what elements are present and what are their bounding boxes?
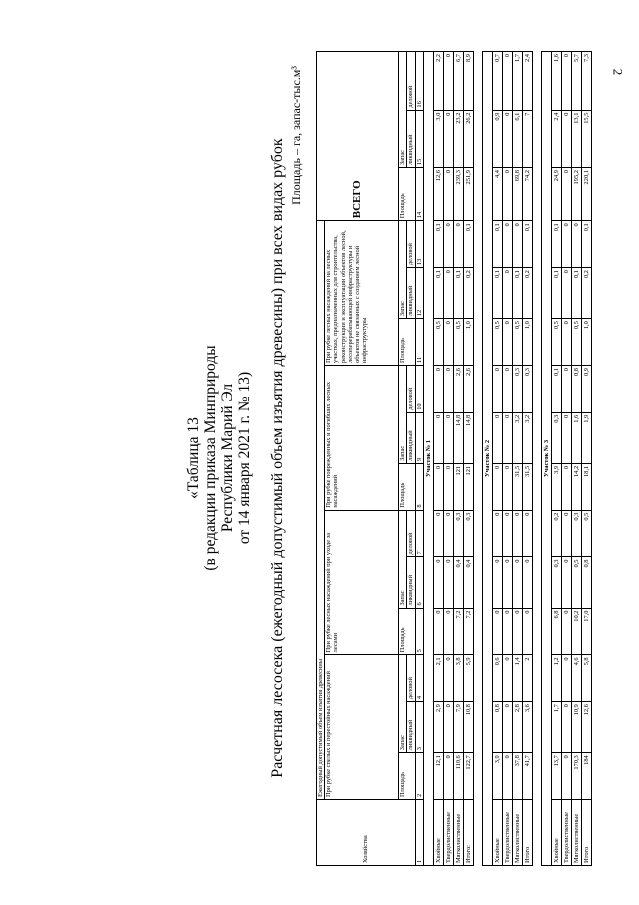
table-cell: 12,6 [433, 168, 443, 221]
table-cell: 0 [561, 608, 571, 655]
table-row [561, 52, 571, 866]
table-cell: 0,3 [551, 412, 561, 463]
table-cell: 0 [433, 608, 443, 655]
table-cell: 26,2 [463, 110, 473, 167]
liquid-header: ликвидный [407, 110, 415, 167]
table-cell: 251,9 [463, 168, 473, 221]
table-cell: 5,9 [463, 655, 473, 702]
table-cell: 0 [512, 510, 522, 557]
table-cell: 0 [561, 168, 571, 221]
table-cell: 0 [492, 365, 502, 412]
column-number-cell: 7 [415, 510, 423, 557]
table-cell: 31,5 [512, 463, 522, 510]
group-construction-header: При рубке лесных насаждений на лесных участках, предназначенных для строительства, реконструкции и эксплуатации объектов лесной, лесоперерабатывающей инфраструктуры и объектов не связанных с созданием лесной инфраструктуры [325, 221, 399, 366]
table-row [463, 52, 473, 866]
row-label: Итого: [463, 800, 473, 866]
table-cell: 0 [502, 319, 512, 366]
table-cell: 3,9 [551, 463, 561, 510]
liquid-header: ликвидный [407, 557, 415, 608]
table-cell: 74,2 [522, 168, 532, 221]
table-cell: 0 [512, 608, 522, 655]
table-cell: 0 [502, 702, 512, 753]
table-cell: 0,1 [551, 268, 561, 319]
table-cell: 239,3 [453, 168, 463, 221]
stock-header: Запас [399, 365, 407, 463]
table-cell: 0 [443, 110, 453, 167]
table-cell: 0 [561, 655, 571, 702]
table-row [453, 52, 463, 866]
table-cell: 0 [443, 319, 453, 366]
table-cell: 0 [561, 557, 571, 608]
table-cell: 7,2 [453, 608, 463, 655]
table-cell: 0,8 [571, 365, 581, 412]
table-cell: 0,1 [492, 221, 502, 268]
table-cell: 1,4 [512, 655, 522, 702]
table-cell: 0 [571, 221, 581, 268]
table-cell: 5,7 [571, 52, 581, 111]
table-cell: 3,6 [522, 702, 532, 753]
table-cell: 31,5 [522, 463, 532, 510]
column-number-cell: 9 [415, 412, 423, 463]
table-cell: 0 [443, 463, 453, 510]
table-cell: 220,1 [581, 168, 591, 221]
table-cell: 0,1 [581, 221, 591, 268]
table-cell: 0,3 [571, 510, 581, 557]
table-cell: 0 [561, 319, 571, 366]
group-mature-header: При рубке спелых и перестойных насаждений [325, 655, 399, 800]
table-cell: 4,6 [571, 655, 581, 702]
table-cell: 0,4 [453, 557, 463, 608]
table-cell: 184 [581, 753, 591, 800]
table-cell: 0 [502, 557, 512, 608]
table-cell: 1,0 [463, 319, 473, 366]
table-cell: 0 [502, 463, 512, 510]
header-line-2: (в редакции приказа Минприроды [202, 345, 219, 571]
table-cell: 0 [433, 463, 443, 510]
table-cell: 0 [502, 753, 512, 800]
table-cell: 0,1 [512, 268, 522, 319]
table-cell: 24,9 [551, 168, 561, 221]
stock-header: Запас [399, 510, 407, 608]
table-cell: 0 [443, 365, 453, 412]
table-cell: 0 [502, 655, 512, 702]
table-cell: 6,1 [512, 110, 522, 167]
table-cell: 0 [502, 110, 512, 167]
business-header: деловой [407, 221, 415, 268]
table-cell: 2,4 [522, 52, 532, 111]
table-cell: 10,9 [571, 702, 581, 753]
area-header: Площадь [399, 463, 415, 510]
table-cell: 7,3 [581, 52, 591, 111]
column-number-cell: 14 [415, 168, 423, 221]
table-cell: 14,8 [463, 412, 473, 463]
table-cell: 0 [561, 702, 571, 753]
table-cell: 2,4 [551, 110, 561, 167]
column-number-cell: 15 [415, 110, 423, 167]
table-cell: 3,2 [522, 412, 532, 463]
row-label: Мягколиственные [453, 800, 463, 866]
column-number-cell: 1 [415, 800, 423, 866]
table-cell: 12,6 [581, 702, 591, 753]
table-cell: 121 [463, 463, 473, 510]
table-cell: 15,5 [581, 110, 591, 167]
table-cell: 0 [492, 463, 502, 510]
row-label: Мягколиственные [512, 800, 522, 866]
spacer-cell [532, 52, 541, 866]
table-cell: 0 [502, 510, 512, 557]
table-cell: 0,1 [463, 221, 473, 268]
table-cell: 0,1 [453, 268, 463, 319]
row-label: Мягколиственные [571, 800, 581, 866]
table-cell: 7,2 [463, 608, 473, 655]
table-cell: 0 [443, 753, 453, 800]
table-cell: 0,1 [433, 221, 443, 268]
table-cell: 12,1 [433, 753, 443, 800]
table-cell: 18,1 [581, 463, 591, 510]
column-number-cell: 10 [415, 365, 423, 412]
group-care-header: При рубке лесных насаждений при уходе за лесами [325, 510, 399, 655]
table-cell: 1,9 [581, 412, 591, 463]
table-cell: 4,4 [492, 168, 502, 221]
table-cell: 0,4 [463, 557, 473, 608]
table-cell: 0 [433, 365, 443, 412]
business-header: деловой [407, 510, 415, 557]
table-cell: 0,3 [512, 365, 522, 412]
table-cell: 170,3 [571, 753, 581, 800]
section-title-row [423, 52, 433, 866]
table-row [522, 52, 532, 866]
table-cell: 13,1 [571, 110, 581, 167]
area-header: Площадь [399, 168, 415, 221]
table-cell: 7,9 [453, 702, 463, 753]
section-spacer [473, 52, 482, 866]
table-cell: 0,5 [492, 319, 502, 366]
table-cell: 10,2 [571, 608, 581, 655]
table-cell: 0 [502, 52, 512, 111]
table-cell: 0,1 [571, 268, 581, 319]
table-cell: 0,1 [551, 221, 561, 268]
col-farm-header: Хозяйства [317, 800, 416, 866]
table-cell: 8,9 [463, 52, 473, 111]
table-cell: 0,9 [492, 110, 502, 167]
group-total-header: ВСЕГО [317, 52, 399, 221]
section-title: Участок № 3 [541, 52, 551, 866]
table-cell: 0 [502, 412, 512, 463]
table-cell: 0 [433, 510, 443, 557]
table-cell: 0 [561, 52, 571, 111]
table-cell: 0,5 [433, 319, 443, 366]
table-cell: 37,8 [512, 753, 522, 800]
table-cell: 0 [443, 268, 453, 319]
table-body [423, 52, 591, 866]
table-cell: 0 [443, 221, 453, 268]
table-cell: 110,6 [453, 753, 463, 800]
table-cell: 17,0 [581, 608, 591, 655]
section-title: Участок № 2 [482, 52, 492, 866]
table-cell: 0,6 [492, 655, 502, 702]
table-cell: 0 [522, 510, 532, 557]
column-number-cell: 16 [415, 52, 423, 111]
table-cell: 0,2 [581, 268, 591, 319]
table-cell: 195,2 [571, 168, 581, 221]
table-cell: 2 [522, 655, 532, 702]
table-cell: 0 [492, 608, 502, 655]
column-number-cell: 13 [415, 221, 423, 268]
table-row [492, 52, 502, 866]
table-cell: 3,8 [453, 655, 463, 702]
table-cell: 2,6 [453, 365, 463, 412]
column-number-cell: 3 [415, 702, 423, 753]
table-cell: 0 [443, 655, 453, 702]
table-cell: 0 [492, 510, 502, 557]
table-cell: 0 [443, 702, 453, 753]
table-cell: 0 [502, 221, 512, 268]
table-row [512, 52, 522, 866]
table-cell: 0 [433, 412, 443, 463]
column-number-row [415, 52, 423, 866]
table-cell: 0 [522, 608, 532, 655]
column-number-cell: 11 [415, 319, 423, 366]
table-cell: 0 [443, 510, 453, 557]
table-cell: 3,2 [512, 412, 522, 463]
column-number-cell: 6 [415, 557, 423, 608]
group-damaged-header: При рубке поврежденных и погибших лесных насаждений [325, 365, 399, 510]
table-cell: 0 [561, 268, 571, 319]
table-cell: 0 [561, 221, 571, 268]
section-title-row [482, 52, 492, 866]
table-cell: 2,6 [463, 365, 473, 412]
stock-header: Запас [399, 221, 407, 319]
table-cell: 1,0 [522, 319, 532, 366]
spacer-cell [473, 52, 482, 866]
table-cell: 0 [443, 608, 453, 655]
units-note: Площадь – га, запас-тыс.м³ [289, 66, 303, 205]
table-cell: 0 [561, 753, 571, 800]
table-cell: 23,2 [453, 110, 463, 167]
area-header: Площадь [399, 608, 415, 655]
document-header [185, 48, 305, 868]
table-row [443, 52, 453, 866]
group-annual-header: Ежегодный допустимый объем изъятия древесины [317, 221, 325, 800]
table-cell: 0,5 [581, 510, 591, 557]
table-cell: 2,2 [433, 52, 443, 111]
table-cell: 0 [443, 557, 453, 608]
table-cell: 0 [561, 463, 571, 510]
document-title: Расчетная лесосека (ежегодный допустимый объем изъятия древесины) при всех видах рубок [269, 138, 286, 778]
table-cell: 0,1 [522, 221, 532, 268]
stock-header: Запас [399, 655, 407, 753]
table-cell: 2,8 [512, 702, 522, 753]
table-cell: 0 [443, 52, 453, 111]
table-cell: 6,8 [551, 608, 561, 655]
table-cell: 0 [522, 557, 532, 608]
table-cell: 10,8 [463, 702, 473, 753]
table-cell: 0,3 [551, 557, 561, 608]
row-label: Итого [522, 800, 532, 866]
table-cell: 0,2 [522, 268, 532, 319]
table-cell: 0 [502, 168, 512, 221]
table-cell: 0 [492, 557, 502, 608]
table-cell: 0 [453, 221, 463, 268]
table-cell: 14,8 [453, 412, 463, 463]
row-label: Хвойные [551, 800, 561, 866]
header-line-4: от 14 января 2021 г. № 13) [236, 371, 253, 545]
table-cell: 0 [561, 365, 571, 412]
row-label: Итого [581, 800, 591, 866]
table-cell: 0,5 [453, 319, 463, 366]
table-cell: 0,5 [512, 319, 522, 366]
table-cell: 0,2 [463, 268, 473, 319]
row-label: Твердолиственные [502, 800, 512, 866]
table-cell: 0 [443, 412, 453, 463]
rotated-page-content [185, 48, 590, 868]
table-row [581, 52, 591, 866]
table-cell: 0,1 [551, 365, 561, 412]
business-header: деловой [407, 655, 415, 702]
table-cell: 7 [522, 110, 532, 167]
table-cell: 0 [502, 365, 512, 412]
table-cell: 121 [453, 463, 463, 510]
table-cell: 0 [561, 412, 571, 463]
table-cell: 1,2 [551, 655, 561, 702]
table-cell: 1,7 [551, 702, 561, 753]
liquid-header: ликвидный [407, 268, 415, 319]
table-cell: 69,8 [512, 168, 522, 221]
table-cell: 2,9 [433, 702, 443, 753]
liquid-header: ликвидный [407, 412, 415, 463]
business-header: деловой [407, 52, 415, 111]
table-row [571, 52, 581, 866]
table-cell: 0,3 [522, 365, 532, 412]
section-title-row [541, 52, 551, 866]
table-row [551, 52, 561, 866]
table-cell: 1,6 [551, 52, 561, 111]
table-cell: 1,6 [571, 412, 581, 463]
row-label: Твердолиственные [561, 800, 571, 866]
table-cell: 5,8 [581, 655, 591, 702]
table-cell: 0 [561, 110, 571, 167]
table-header [317, 52, 424, 866]
section-title: Участок № 1 [423, 52, 433, 866]
section-spacer [532, 52, 541, 866]
table-cell: 6,7 [453, 52, 463, 111]
table-cell: 0,5 [571, 319, 581, 366]
table-cell: 0,1 [433, 268, 443, 319]
table-cell: 0 [561, 510, 571, 557]
table-cell: 3,0 [433, 110, 443, 167]
page-number: 2 [610, 68, 626, 76]
table-row [433, 52, 443, 866]
table-cell: 0 [443, 168, 453, 221]
table-cell: 0 [502, 608, 512, 655]
row-label: Хвойные [433, 800, 443, 866]
logging-volume-table [316, 51, 592, 866]
table-cell: 3,9 [492, 753, 502, 800]
table-cell: 0,5 [571, 557, 581, 608]
table-cell: 0 [492, 412, 502, 463]
table-cell: 0 [502, 268, 512, 319]
table-cell: 0,2 [551, 510, 561, 557]
table-cell: 41,7 [522, 753, 532, 800]
table-cell: 0,3 [453, 510, 463, 557]
table-cell: 122,7 [463, 753, 473, 800]
table-cell: 0,8 [581, 557, 591, 608]
stock-header: Запас [399, 52, 407, 168]
table-cell: 0,5 [551, 319, 561, 366]
area-header: Площадь [399, 753, 415, 800]
table-cell: 0,9 [581, 365, 591, 412]
table-cell: 1,0 [581, 319, 591, 366]
header-line-1: «Таблица 13 [185, 417, 202, 499]
table-cell: 13,7 [551, 753, 561, 800]
table-cell: 1,7 [512, 52, 522, 111]
table-cell: 0,3 [463, 510, 473, 557]
column-number-cell: 5 [415, 608, 423, 655]
table-cell: 0,7 [492, 52, 502, 111]
table-cell: 0 [512, 221, 522, 268]
table-cell: 0,8 [492, 702, 502, 753]
table-cell: 0 [512, 557, 522, 608]
table-cell: 2,1 [433, 655, 443, 702]
column-number-cell: 4 [415, 655, 423, 702]
row-label: Хвойные [492, 800, 502, 866]
table-cell: 0,1 [492, 268, 502, 319]
business-header: деловой [407, 365, 415, 412]
area-header: Площадь [399, 319, 415, 366]
header-line-3: Республики Марий Эл [219, 383, 236, 533]
column-number-cell: 12 [415, 268, 423, 319]
table-cell: 14,2 [571, 463, 581, 510]
table-row [502, 52, 512, 866]
column-number-cell: 8 [415, 463, 423, 510]
column-number-cell: 2 [415, 753, 423, 800]
liquid-header: ликвидный [407, 702, 415, 753]
table-cell: 0 [433, 557, 443, 608]
row-label: Твердолиственные [443, 800, 453, 866]
